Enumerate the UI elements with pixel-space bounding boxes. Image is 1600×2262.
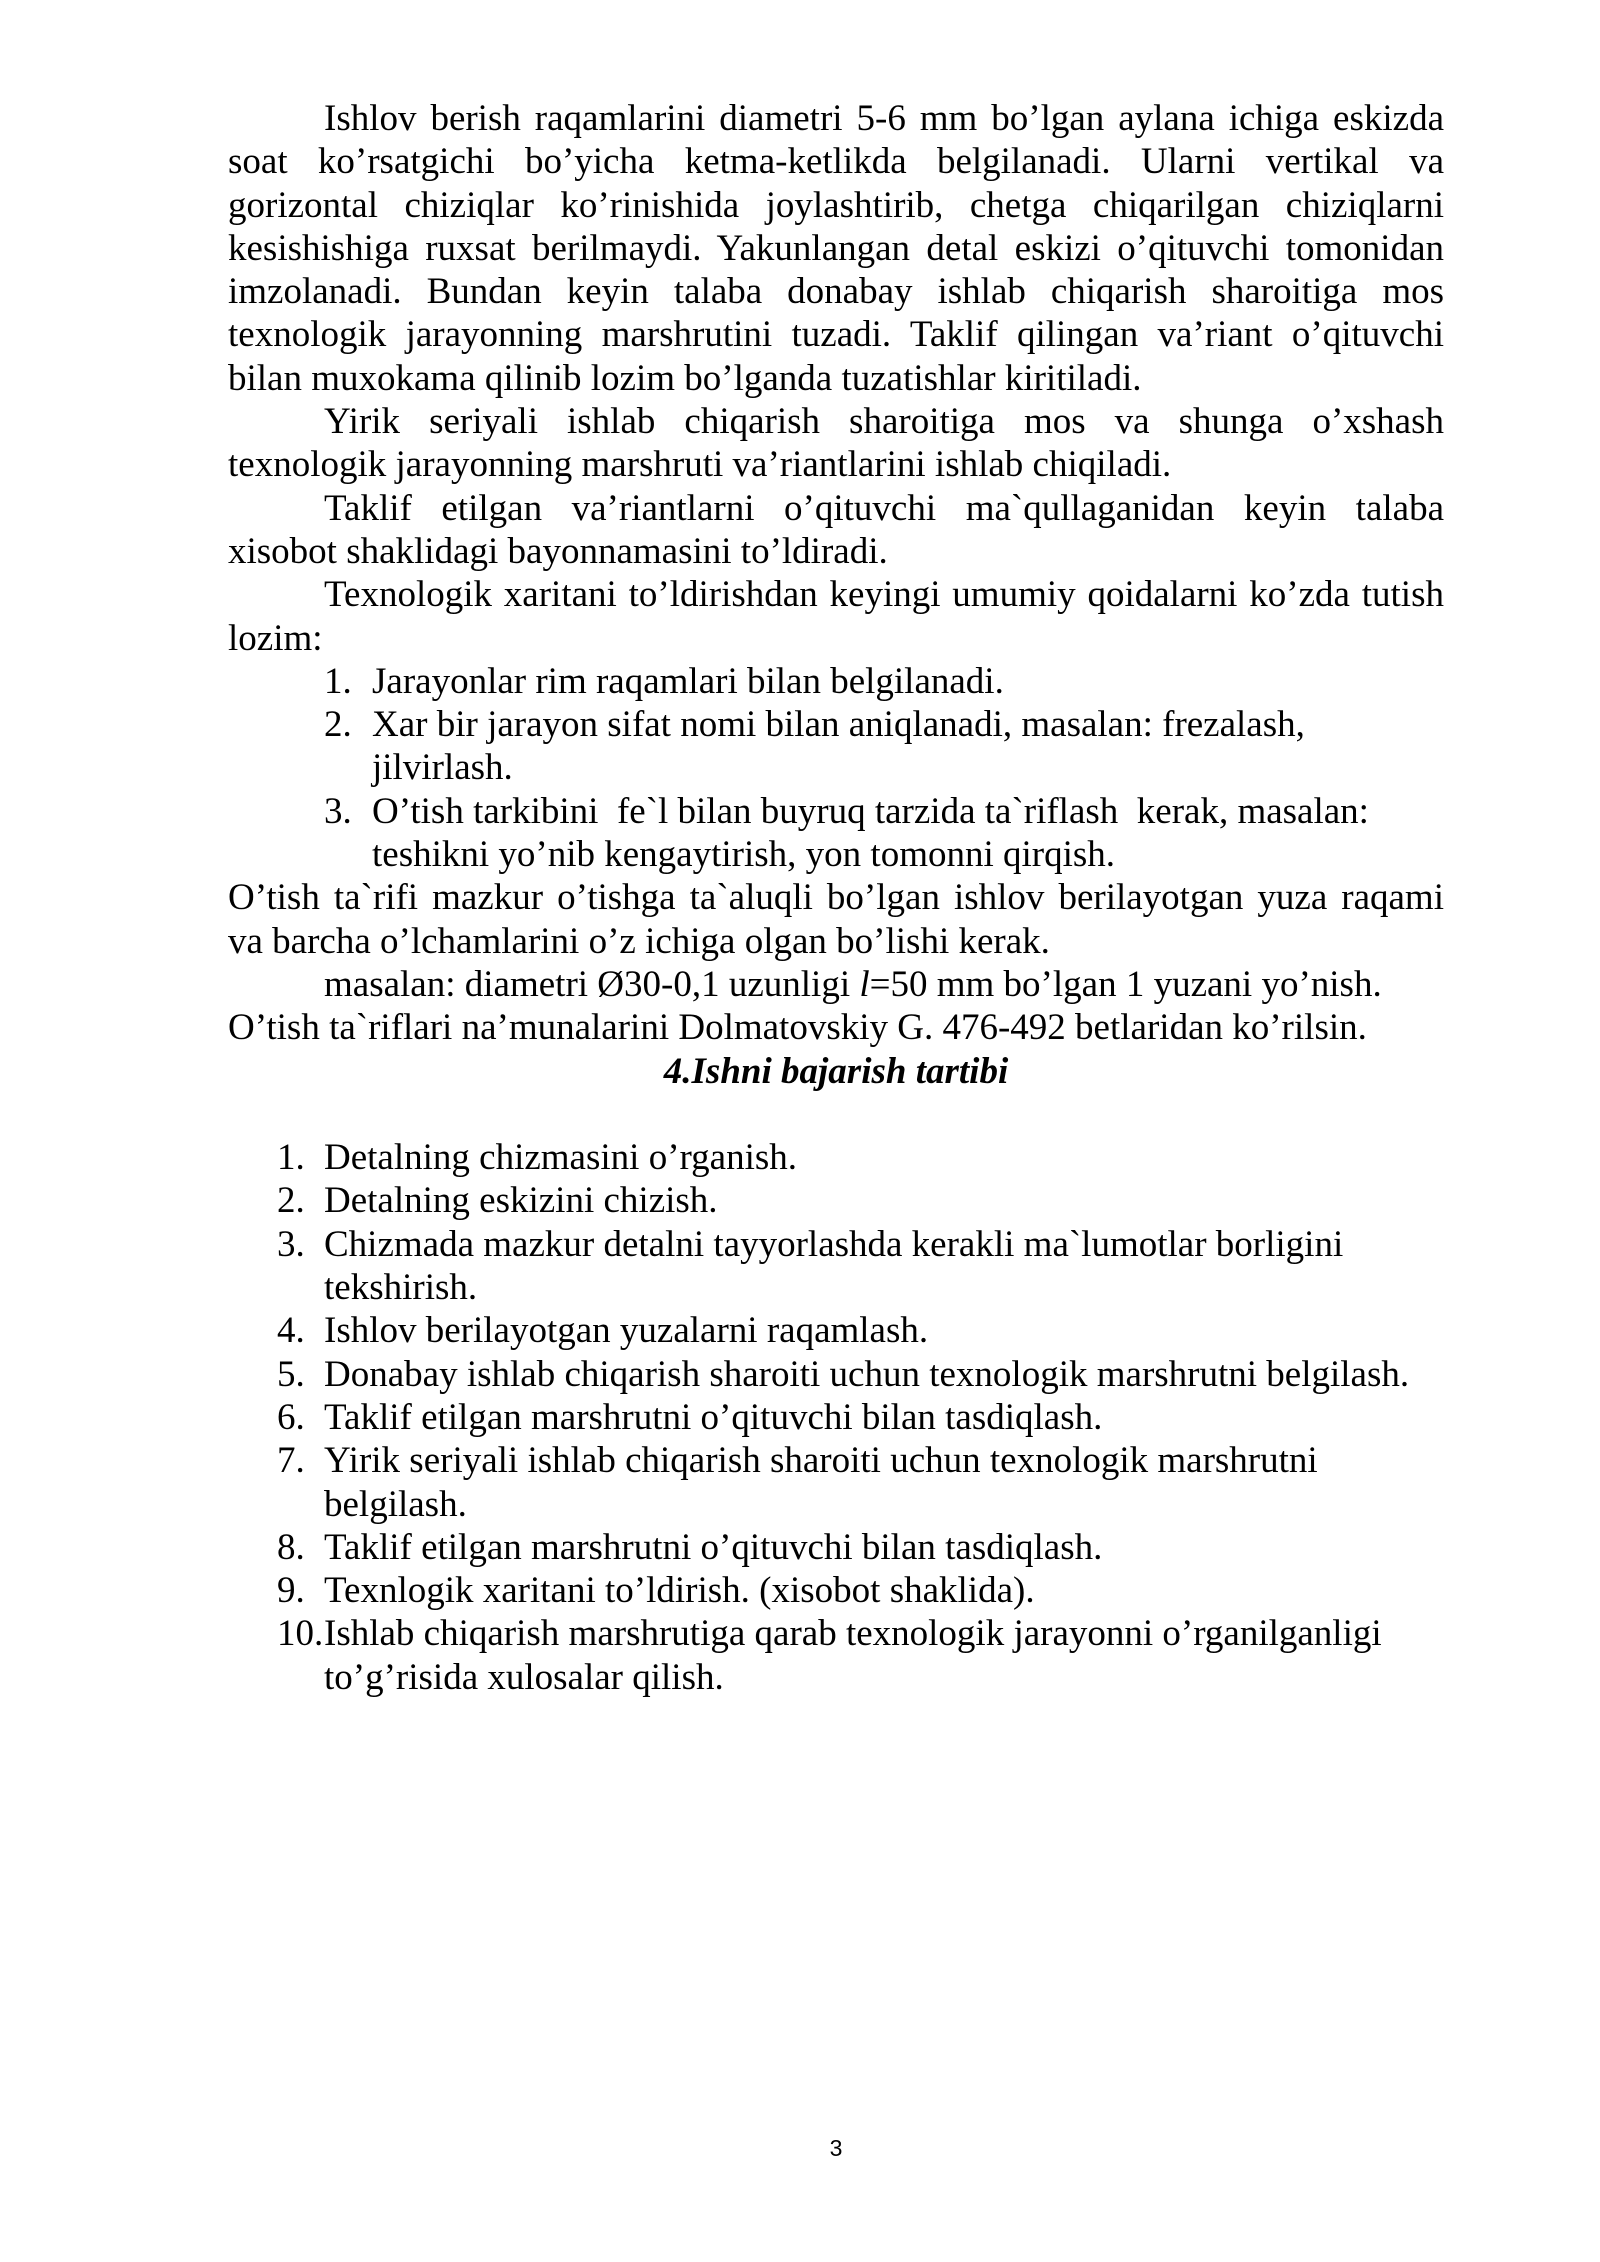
italic-variable: l <box>859 963 870 1005</box>
list-number: 5. <box>277 1353 305 1395</box>
list-item-text: Texnlogik xaritani to’ldirish. (xisobot shaklida). <box>324 1570 1035 1612</box>
list-item-continuation <box>228 746 1444 789</box>
list-item <box>228 1612 1444 1655</box>
body-text <box>228 97 1444 1699</box>
list-number: 6. <box>277 1396 305 1438</box>
list-item-continuation <box>228 1266 1444 1309</box>
list-number: 4. <box>277 1310 305 1352</box>
steps-list <box>228 1136 1444 1699</box>
paragraph-line: texnologik jarayonning marshrutini tuzadi. Taklif qilingan va’riant o’qituvchi <box>228 314 1444 356</box>
paragraph-line: Yirik seriyali ishlab chiqarish sharoitiga mos va shunga o’xshash <box>324 401 1444 443</box>
paragraph-line: bilan muxokama qilinib lozim bo’lganda tuzatishlar kiritiladi. <box>228 357 1142 399</box>
list-item <box>228 790 1444 833</box>
list-item-text: to’g’risida xulosalar qilish. <box>324 1656 724 1698</box>
list-number: 8. <box>277 1526 305 1568</box>
list-item <box>228 1353 1444 1396</box>
example-line <box>228 963 1444 1006</box>
list-item-text: Jarayonlar rim raqamlari bilan belgilanadi. <box>372 660 1004 702</box>
list-item-text: Ishlab chiqarish marshrutiga qarab texnologik jarayonni o’rganilganligi <box>324 1613 1382 1655</box>
list-number: 1. <box>324 660 352 702</box>
paragraph-line: Texnologik xaritani to’ldirishdan keyingi umumiy qoidalarni ko’zda tutish <box>324 574 1444 616</box>
list-item-text: Ishlov berilayotgan yuzalarni raqamlash. <box>324 1310 929 1352</box>
rules-list <box>228 660 1444 876</box>
list-item <box>228 1309 1444 1352</box>
paragraph-line: soat ko’rsatgichi bo’yicha ketma-ketlikda belgilanadi. Ularni vertikal va <box>228 141 1444 183</box>
list-number: 7. <box>277 1440 305 1482</box>
list-item-text: belgilash. <box>324 1483 467 1525</box>
list-item <box>228 1179 1444 1222</box>
example-text: masalan: diametri Ø30-0,1 uzunligi <box>324 963 860 1005</box>
list-number: 2. <box>324 704 352 746</box>
list-item-text: Detalning eskizini chizish. <box>324 1180 718 1222</box>
paragraph <box>228 487 1444 574</box>
list-item-text: O’tish tarkibini fe`l bilan buyruq tarzida ta`riflash kerak, masalan: <box>372 790 1369 832</box>
blank-line <box>228 1093 1444 1136</box>
list-item-text: Taklif etilgan marshrutni o’qituvchi bilan tasdiqlash. <box>324 1396 1103 1438</box>
paragraph-line: O’tish ta`rifi mazkur o’tishga ta`aluqli bo’lgan ishlov berilayotgan yuza raqami <box>228 877 1444 919</box>
list-item <box>228 1526 1444 1569</box>
paragraph-line: gorizontal chiziqlar ko’rinishida joylashtirib, chetga chiqarilgan chiziqlarni <box>228 184 1444 226</box>
paragraph-line: Ishlov berish raqamlarini diametri 5-6 mm bo’lgan aylana ichiga eskizda <box>324 98 1444 139</box>
list-item <box>228 703 1444 746</box>
paragraph-line: xisobot shaklidagi bayonnamasini to’ldiradi. <box>228 530 888 572</box>
list-item-text: jilvirlash. <box>372 747 513 789</box>
list-item-text: Donabay ishlab chiqarish sharoiti uchun texnologik marshrutni belgilash. <box>324 1353 1410 1395</box>
list-item-text: Chizmada mazkur detalni tayyorlashda kerakli ma`lumotlar borligini <box>324 1223 1344 1265</box>
list-number: 2. <box>277 1180 305 1222</box>
list-item-text: Yirik seriyali ishlab chiqarish sharoiti uchun texnologik marshrutni <box>324 1440 1318 1482</box>
example-text: =50 mm bo’lgan 1 yuzani yo’nish. <box>869 963 1382 1005</box>
list-item-text: tekshirish. <box>324 1267 478 1309</box>
list-number: 9. <box>277 1570 305 1612</box>
list-item-continuation <box>228 833 1444 876</box>
list-number: 3. <box>324 790 352 832</box>
list-item-continuation <box>228 1483 1444 1526</box>
paragraph <box>228 400 1444 487</box>
list-item-text: Taklif etilgan marshrutni o’qituvchi bilan tasdiqlash. <box>324 1526 1103 1568</box>
paragraph <box>228 876 1444 963</box>
paragraph-line: imzolanadi. Bundan keyin talaba donabay ishlab chiqarish sharoitiga mos <box>228 271 1444 313</box>
list-item <box>228 660 1444 703</box>
paragraph-line: lozim: <box>228 617 323 659</box>
list-item <box>228 1439 1444 1482</box>
section-heading: 4.Ishni bajarish tartibi <box>663 1050 1009 1092</box>
list-number: 3. <box>277 1223 305 1265</box>
list-item <box>228 1223 1444 1266</box>
list-number: 1. <box>277 1137 305 1179</box>
list-item-text: Xar bir jarayon sifat nomi bilan aniqlanadi, masalan: frezalash, <box>372 704 1305 746</box>
paragraph <box>228 97 1444 400</box>
page-number: 3 <box>829 2135 843 2161</box>
list-number: 10. <box>277 1613 324 1655</box>
list-item <box>228 1136 1444 1179</box>
list-item-text: teshikni yo’nib kengaytirish, yon tomonni qirqish. <box>372 834 1116 876</box>
list-item-continuation <box>228 1656 1444 1699</box>
paragraph-line: Taklif etilgan va’riantlarni o’qituvchi ma`qullaganidan keyin talaba <box>324 487 1444 529</box>
list-item-text: Detalning chizmasini o’rganish. <box>324 1137 798 1179</box>
paragraph-line: kesishishiga ruxsat berilmaydi. Yakunlangan detal eskizi o’qituvchi tomonidan <box>228 227 1444 269</box>
paragraph <box>228 573 1444 660</box>
paragraph-line: O’tish ta`riflari na’munalarini Dolmatovskiy G. 476-492 betlaridan ko’rilsin. <box>228 1007 1367 1049</box>
list-item <box>228 1396 1444 1439</box>
paragraph-line: texnologik jarayonning marshruti va’riantlarini ishlab chiqiladi. <box>228 444 1172 486</box>
paragraph-line: va barcha o’lchamlarini o’z ichiga olgan bo’lishi kerak. <box>228 920 1050 962</box>
list-item <box>228 1569 1444 1612</box>
